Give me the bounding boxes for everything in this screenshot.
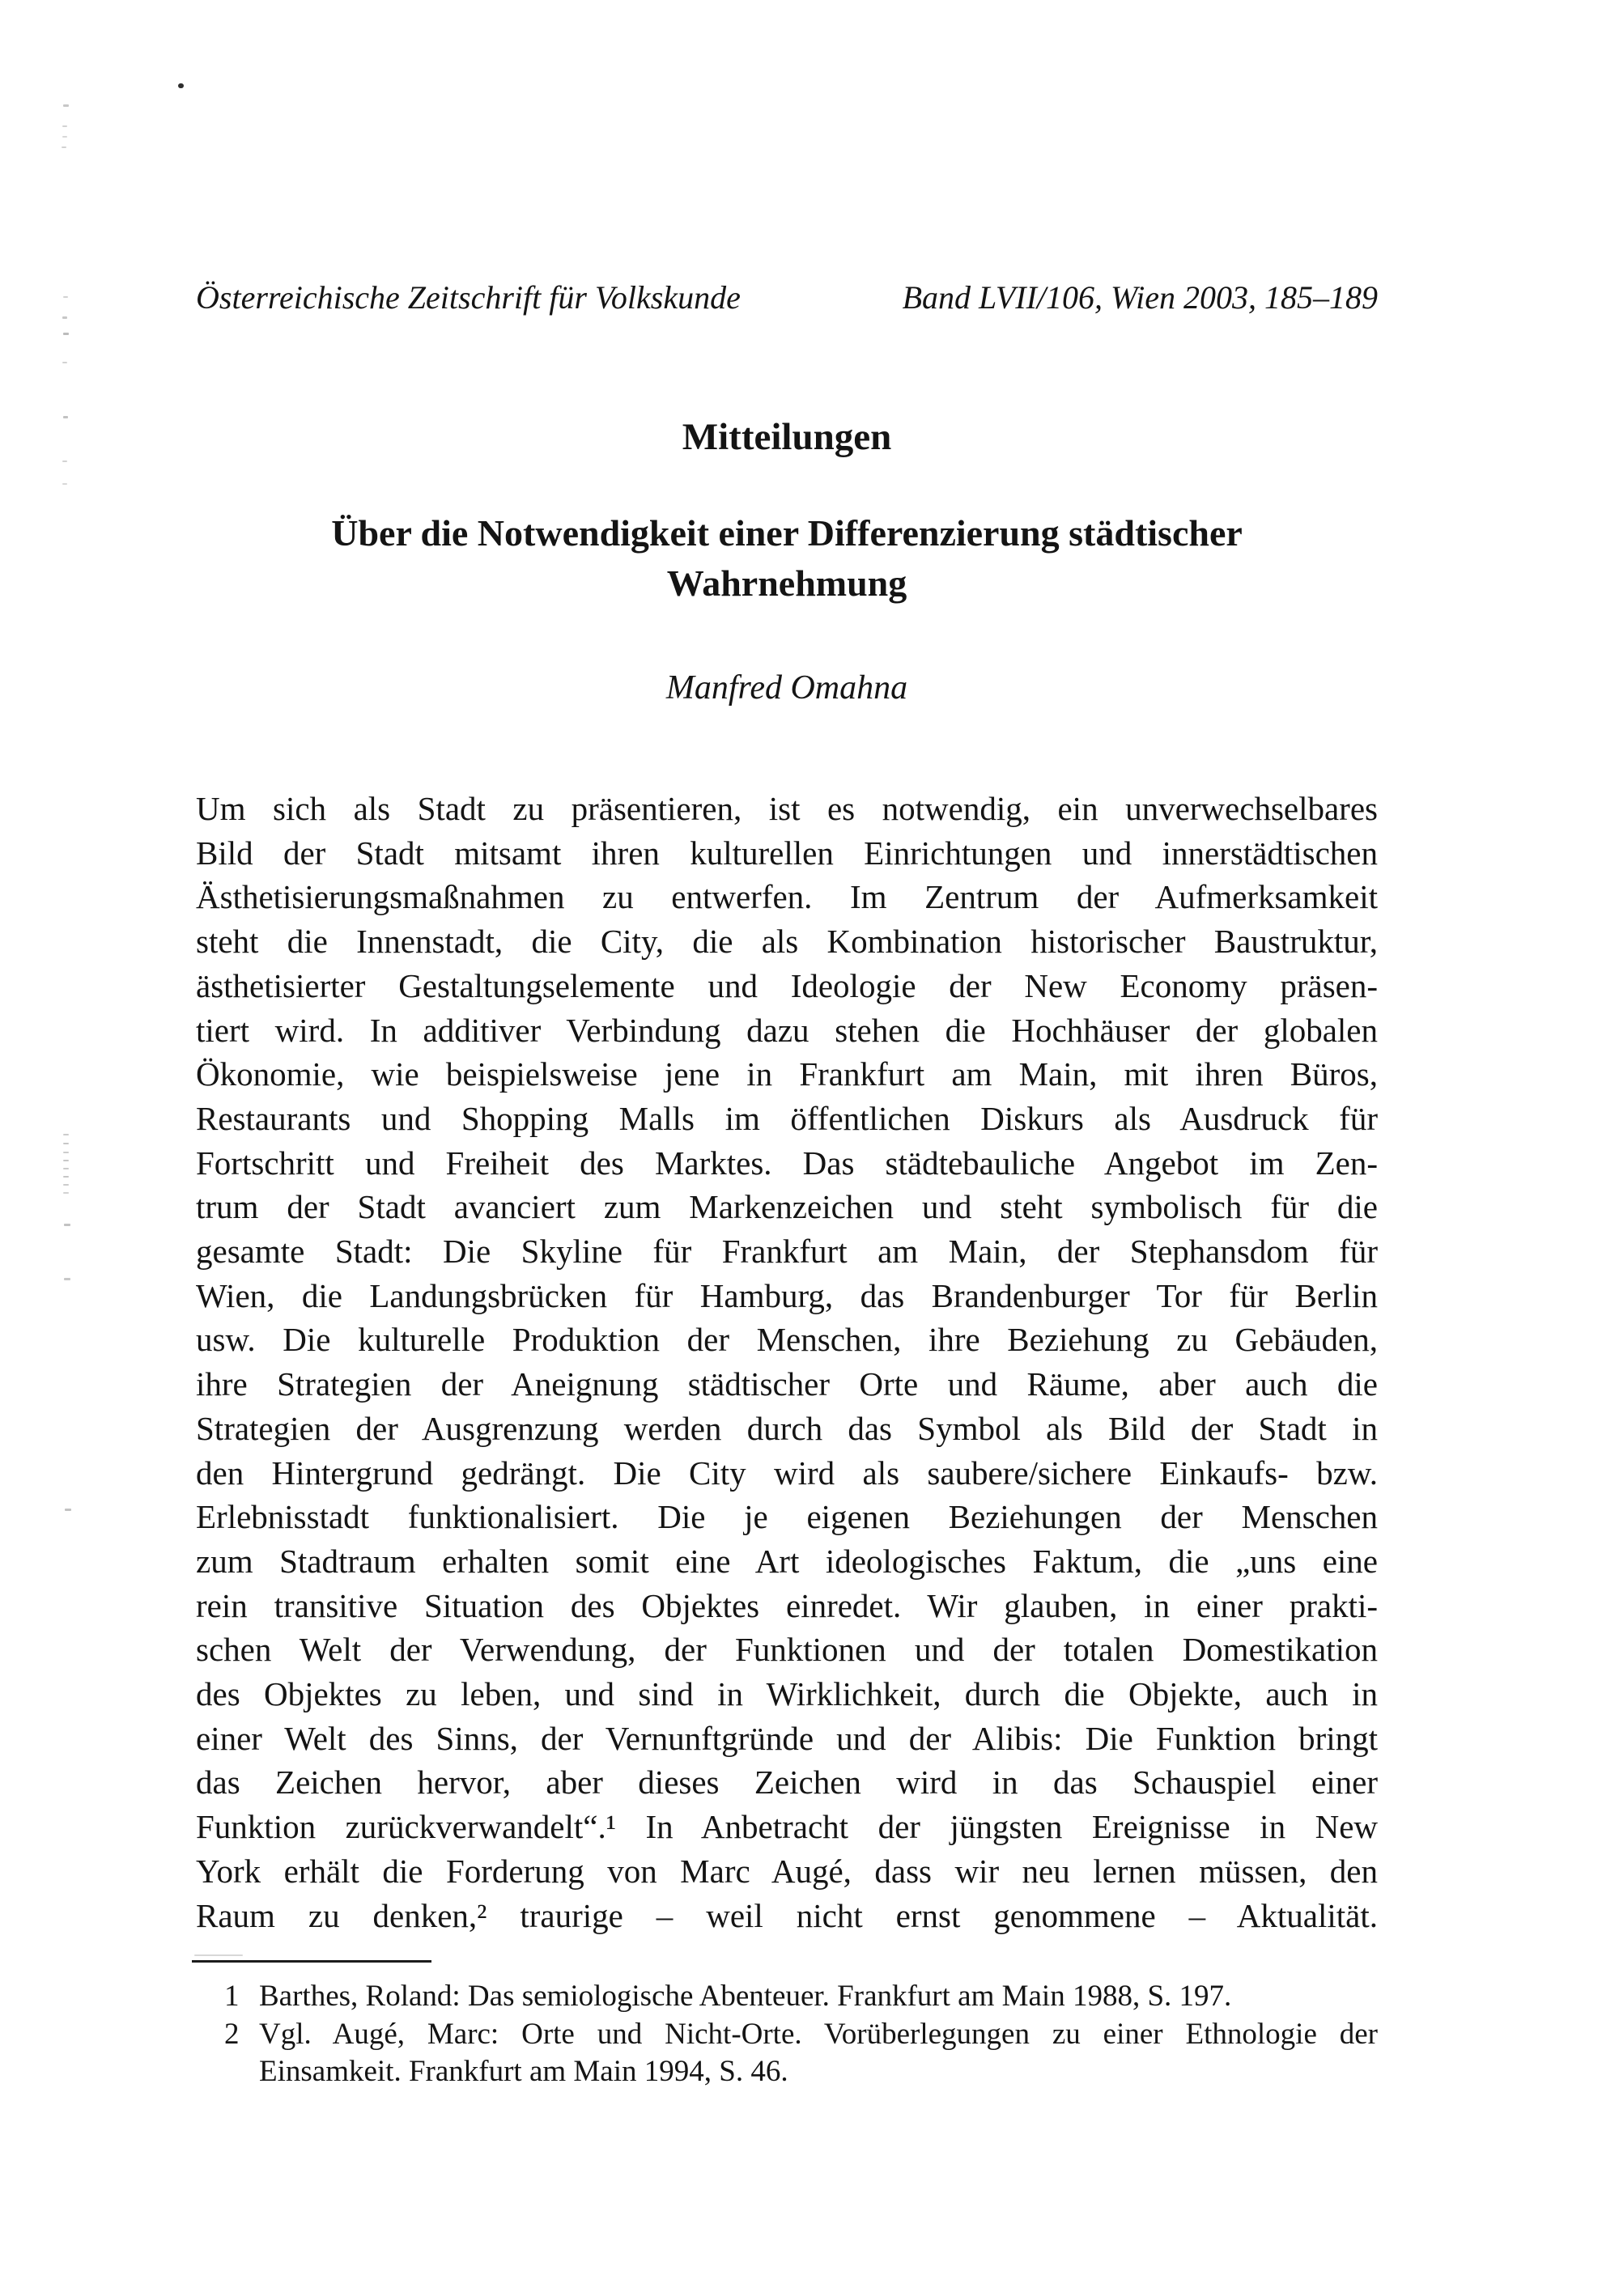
body-line: usw. Die kulturelle Produktion der Menschen, ihre Beziehung zu Gebäuden, bbox=[196, 1321, 1378, 1359]
footnote-separator-rule bbox=[192, 1960, 431, 1963]
scan-artifact bbox=[65, 1509, 71, 1511]
article-title bbox=[196, 508, 1378, 609]
body-line: Wien, die Landungsbrücken für Hamburg, das Brandenburger Tor für Berlin bbox=[196, 1276, 1378, 1314]
body-line: das Zeichen hervor, aber dieses Zeichen wird in das Schauspiel einer bbox=[196, 1763, 1378, 1802]
scan-artifact bbox=[63, 1160, 69, 1161]
body-line: ihre Strategien der Aneignung städtischer Orte und Räume, aber auch die bbox=[196, 1365, 1378, 1403]
scan-artifact bbox=[62, 316, 67, 319]
body-line: schen Welt der Verwendung, der Funktionen und der totalen Domestikation bbox=[196, 1631, 1378, 1669]
scan-artifact bbox=[62, 146, 66, 148]
scan-artifact bbox=[63, 104, 69, 107]
article-title-line: Wahrnehmung bbox=[666, 562, 907, 604]
body-line: einer Welt des Sinns, der Vernunftgründe und der Alibis: Die Funktion bringt bbox=[196, 1719, 1378, 1757]
footnote-number: 1 bbox=[224, 1980, 240, 2013]
body-line: des Objektes zu leben, und sind in Wirklichkeit, durch die Objekte, auch in bbox=[196, 1675, 1378, 1713]
body-line: Ästhetisierungsmaßnahmen zu entwerfen. Im Zentrum der Aufmerksamkeit bbox=[196, 878, 1378, 916]
scan-artifact bbox=[194, 1954, 243, 1956]
journal-header bbox=[196, 277, 1378, 319]
body-line: Um sich als Stadt zu präsentieren, ist es notwendig, ein unverwechselbares bbox=[196, 790, 1378, 827]
footnote-line bbox=[196, 2016, 1378, 2054]
body-line: gesamte Stadt: Die Skyline für Frankfurt am Main, der Stephansdom für bbox=[196, 1233, 1378, 1271]
body-line: zum Stadtraum erhalten somit eine Art ideologisches Faktum, die „uns eine bbox=[196, 1542, 1378, 1580]
body-line: rein transitive Situation des Objektes einredet. Wir glauben, in einer prakti- bbox=[196, 1586, 1378, 1624]
body-line: Funktion zurückverwandelt“.¹ In Anbetracht der jüngsten Ereignisse in New bbox=[196, 1808, 1378, 1846]
footnotes bbox=[196, 1978, 1378, 2091]
scan-artifact bbox=[62, 460, 67, 462]
body-line: steht die Innenstadt, die City, die als Kombination historischer Baustruktur, bbox=[196, 923, 1378, 961]
scan-artifact bbox=[63, 296, 68, 298]
body-line: Erlebnisstadt funktionalisiert. Die je eigenen Beziehungen der Menschen bbox=[196, 1498, 1378, 1536]
footnote-number: 2 bbox=[224, 2017, 240, 2051]
journal-title: Österreichische Zeitschrift für Volkskunde bbox=[196, 279, 741, 316]
article-author: Manfred Omahna bbox=[665, 669, 908, 707]
scan-artifact bbox=[62, 136, 67, 138]
body-line: Raum zu denken,² traurige – weil nicht ernst genommene – Aktualität. bbox=[196, 1896, 1378, 1934]
scan-artifact-dot bbox=[178, 83, 184, 88]
body-line: tiert wird. In additiver Verbindung dazu stehen die Hochhäuser der globalen bbox=[196, 1011, 1378, 1049]
footnote-line bbox=[196, 1978, 1378, 2016]
body-line: Ökonomie, wie beispielsweise jene in Frankfurt am Main, mit ihren Büros, bbox=[196, 1055, 1378, 1093]
scan-artifact bbox=[62, 362, 67, 363]
scan-artifact bbox=[63, 1192, 69, 1194]
body-line: Fortschritt und Freiheit des Marktes. Das städtebauliche Angebot im Zen- bbox=[196, 1144, 1378, 1182]
body-line: trum der Stadt avanciert zum Markenzeichen und steht symbolisch für die bbox=[196, 1188, 1378, 1226]
section-title: Mitteilungen bbox=[682, 416, 892, 458]
body-line: Bild der Stadt mitsamt ihren kulturellen Einrichtungen und innerstädtischen bbox=[196, 834, 1378, 872]
footnote-text: Barthes, Roland: Das semiologische Abenteuer. Frankfurt am Main 1988, S. 197. bbox=[259, 1980, 1232, 2013]
scan-artifact bbox=[64, 1224, 70, 1226]
body-line: Strategien der Ausgrenzung werden durch das Symbol als Bild der Stadt in bbox=[196, 1409, 1378, 1447]
article-body bbox=[196, 787, 1378, 1937]
footnote-number bbox=[224, 2053, 259, 2091]
body-line: den Hintergrund gedrängt. Die City wird als saubere/sichere Einkaufs- bzw. bbox=[196, 1454, 1378, 1492]
scan-artifact bbox=[64, 1278, 70, 1280]
scan-artifact bbox=[63, 333, 69, 335]
body-line: Restaurants und Shopping Malls im öffentlichen Diskurs als Ausdruck für bbox=[196, 1099, 1378, 1137]
scan-artifact bbox=[62, 483, 67, 485]
scan-artifact bbox=[63, 1176, 69, 1178]
article-title-line: Über die Notwendigkeit einer Differenzierung städtischer bbox=[331, 512, 1243, 554]
footnote-text: Vgl. Augé, Marc: Orte und Nicht-Orte. Vorüberlegungen zu einer Ethnologie der bbox=[259, 2017, 1378, 2051]
scan-artifact bbox=[63, 416, 68, 418]
scan-artifact bbox=[63, 1152, 69, 1153]
scan-artifact bbox=[63, 1168, 69, 1169]
scan-artifact bbox=[63, 1134, 69, 1135]
body-line: York erhält die Forderung von Marc Augé, dass wir neu lernen müssen, den bbox=[196, 1852, 1378, 1890]
body-line: ästhetisierter Gestaltungselemente und Ideologie der New Economy präsen- bbox=[196, 966, 1378, 1004]
footnote-text: Einsamkeit. Frankfurt am Main 1994, S. 46. bbox=[259, 2055, 788, 2088]
scan-artifact bbox=[63, 1184, 69, 1186]
footnote-line bbox=[196, 2053, 1378, 2091]
scan-artifact bbox=[62, 125, 67, 127]
journal-issue: Band LVII/106, Wien 2003, 185–189 bbox=[902, 279, 1378, 316]
scan-artifact bbox=[63, 1143, 69, 1144]
